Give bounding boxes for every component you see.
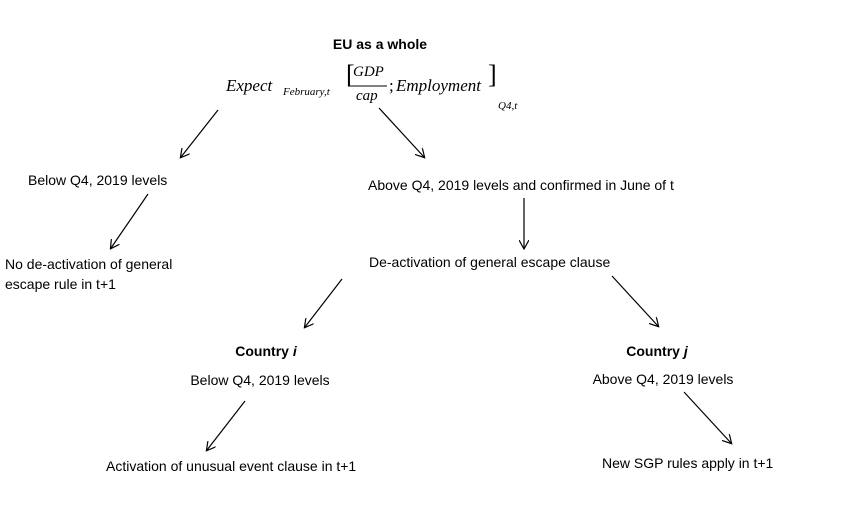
formula-left-bracket: [ — [346, 60, 355, 89]
arrow-to-no-deactivation — [111, 194, 148, 248]
arrow-to-country-i — [305, 279, 342, 327]
node-deactivation: De-activation of general escape clause — [369, 254, 611, 270]
node-no-deactivation-line2: escape rule in t+1 — [5, 276, 116, 292]
country-i-prefix: Country — [235, 343, 293, 359]
node-country-i-state: Below Q4, 2019 levels — [190, 372, 330, 388]
formula-expect-subscript: February,t — [283, 86, 330, 98]
node-sgp-rules: New SGP rules apply in t+1 — [602, 455, 774, 471]
node-no-deactivation-line1: No de-activation of general — [5, 256, 173, 272]
country-j-prefix: Country — [626, 343, 684, 359]
node-below-eu: Below Q4, 2019 levels — [28, 172, 168, 188]
formula-separator: ; — [389, 76, 394, 95]
arrow-to-country-j — [612, 276, 658, 326]
country-j-variable: j — [683, 343, 688, 359]
formula-outer-subscript: Q4,t — [498, 100, 518, 112]
formula-employment: Employment — [396, 76, 481, 95]
formula-expect: Expect — [226, 76, 273, 95]
formula-numerator: GDP — [353, 64, 384, 80]
arrow-to-sgp-rules — [684, 392, 731, 443]
formula-right-bracket: ] — [488, 60, 497, 89]
node-country-j-state: Above Q4, 2019 levels — [592, 371, 734, 387]
arrow-to-below-eu — [181, 110, 218, 157]
country-i-variable: i — [292, 343, 297, 359]
formula-denominator: cap — [356, 88, 378, 104]
arrow-to-above-eu — [379, 108, 424, 157]
arrow-to-unusual-event — [207, 401, 245, 450]
node-unusual-event: Activation of unusual event clause in t+1 — [106, 458, 357, 474]
node-above-eu: Above Q4, 2019 levels and confirmed in June of t — [368, 177, 674, 193]
diagram-title: EU as a whole — [332, 36, 428, 52]
